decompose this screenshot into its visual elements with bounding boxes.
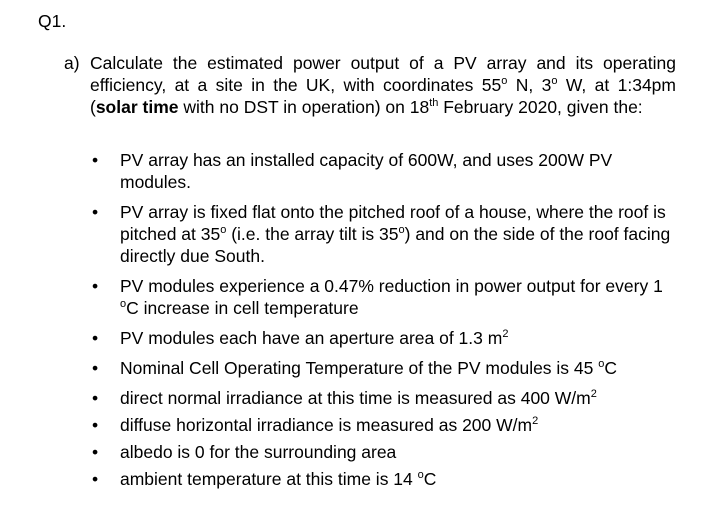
bullet-icon: •	[92, 276, 99, 296]
bullet-icon: •	[92, 328, 99, 348]
list-item: • PV modules experience a 0.47% reduction in power output for every 1 $^o$C increase in cell temperature	[92, 276, 663, 318]
list-item: • PV modules each have an aperture area of 1.3 $m^2$	[92, 328, 509, 348]
bullet-icon: •	[92, 388, 99, 408]
list-item: • direct normal irradiance at this time is measured as 400 $W/m^2$	[92, 388, 597, 408]
list-item: • albedo is 0 for the surrounding area	[92, 442, 397, 462]
list-item: • diffuse horizontal irradiance is measured as 200 $W/m^2$	[92, 415, 539, 435]
part-a	[64, 52, 676, 118]
question-number: Q1.	[38, 11, 67, 31]
list-item: • ambient temperature at this time is 14 $^o$C	[92, 469, 437, 489]
list-item: • PV array has an installed capacity of 600W, and uses 200W PV modules.	[92, 150, 613, 192]
list-item: • Nominal Cell Operating Temperature of the PV modules is 45 $^o$C	[92, 358, 618, 378]
bullet-icon: •	[92, 469, 99, 489]
bullet-icon: •	[92, 415, 99, 435]
bullet-icon: •	[92, 202, 99, 222]
bullet-icon: •	[92, 358, 99, 378]
part-a-label: a)	[64, 53, 80, 73]
part-a-prompt: Calculate the estimated power output of a PV array and its operating efficiency, at a site in the UK, with coordinates 55$^o$ N, 3$^o$ W, at 1:34pm (solar time with no DST in operation) on 18th February 2020, given the:	[90, 53, 676, 117]
solar-time-bold: solar time	[95, 97, 179, 117]
given-conditions-list	[92, 149, 676, 495]
bullet-icon: •	[92, 150, 99, 170]
list-item: • PV array is fixed flat onto the pitched roof of a house, where the roof is pitched at 35$^o$ (i.e. the array tilt is 35$^o$) and on the side of the roof facing directly due South.	[92, 202, 671, 266]
bullet-icon: •	[92, 442, 99, 462]
